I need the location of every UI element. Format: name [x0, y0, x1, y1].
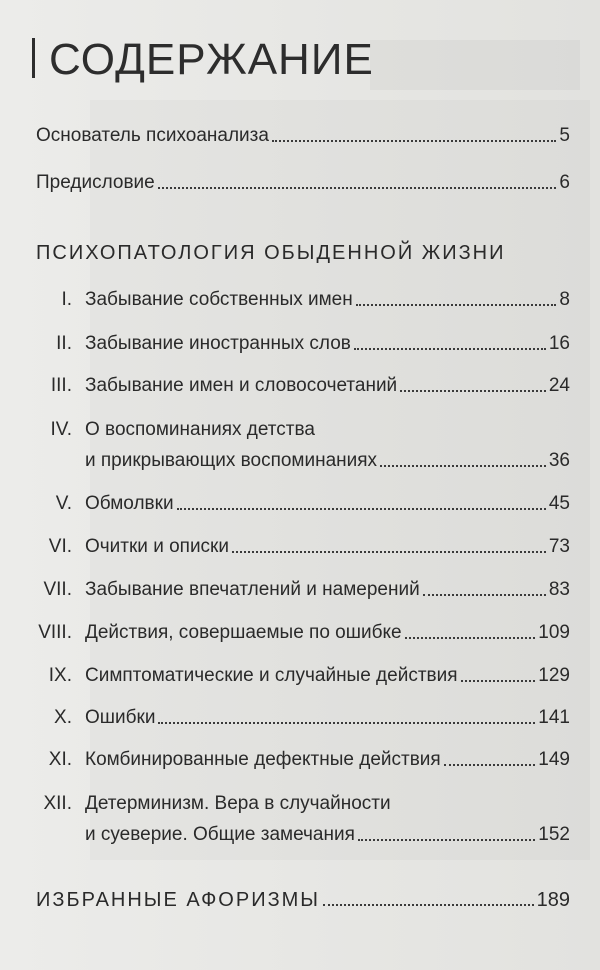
toc-entry-text: Забывание имен и словосочетаний — [85, 375, 398, 396]
section-title: ПСИХОПАТОЛОГИЯ ОБЫДЕННОЙ ЖИЗНИ — [36, 242, 506, 264]
toc-entry-text: Комбинированные дефектные действия — [85, 749, 441, 770]
leader-dots — [356, 303, 557, 306]
toc-entry-text: Ошибки — [85, 707, 156, 728]
toc-page-number: 73 — [548, 536, 570, 557]
chapter-number: I. — [61, 289, 72, 310]
leader-dots — [461, 679, 536, 682]
chapter-number: III. — [50, 375, 72, 396]
leader-dots — [158, 186, 557, 189]
toc-entry-text: Забывание собственных имен — [85, 289, 353, 310]
chapter-number: XII. — [43, 793, 72, 814]
toc-page-number: 36 — [548, 450, 570, 471]
chapter-number: IV. — [50, 419, 72, 440]
toc-entry-chapter-8[interactable] — [85, 621, 570, 645]
toc-entry-chapter-7[interactable] — [85, 578, 570, 602]
toc-page-number: 189 — [536, 889, 570, 911]
bleed-through-shade — [370, 40, 580, 90]
toc-entry-chapter-12[interactable] — [85, 823, 570, 847]
toc-entry-chapter-3[interactable] — [85, 374, 570, 398]
toc-page-number: 129 — [538, 665, 570, 686]
chapter-number: VIII. — [38, 622, 72, 643]
toc-page-number: 83 — [548, 579, 570, 600]
chapter-number: VII. — [43, 579, 72, 600]
leader-dots — [423, 593, 546, 596]
toc-entry-text: Забывание иностранных слов — [85, 333, 351, 354]
toc-entry-aphorisms[interactable] — [36, 888, 570, 912]
toc-page-number: 24 — [548, 375, 570, 396]
toc-entry-text-line1[interactable]: Детерминизм. Вера в случайности — [85, 793, 391, 814]
toc-page-number: 149 — [538, 749, 570, 770]
leader-dots — [444, 763, 536, 766]
toc-entry-chapter-1[interactable] — [85, 288, 570, 312]
chapter-number: X. — [54, 707, 72, 728]
leader-dots — [232, 550, 546, 553]
toc-entry-chapter-5[interactable] — [85, 492, 570, 516]
leader-dots — [380, 464, 546, 467]
toc-entry-text: Предисловие — [36, 172, 155, 193]
chapter-number: V. — [55, 493, 72, 514]
chapter-number: XI. — [48, 749, 72, 770]
toc-entry-chapter-6[interactable] — [85, 535, 570, 559]
toc-entry-chapter-11[interactable] — [85, 748, 570, 772]
title-bar — [32, 38, 35, 78]
toc-entry-text: Действия, совершаемые по ошибке — [85, 622, 402, 643]
toc-entry-text: ИЗБРАННЫЕ АФОРИЗМЫ — [36, 889, 321, 911]
chapter-number: II. — [56, 333, 72, 354]
toc-entry-chapter-9[interactable] — [85, 664, 570, 688]
leader-dots — [323, 903, 534, 906]
toc-entry-chapter-2[interactable] — [85, 332, 570, 356]
leader-dots — [354, 347, 546, 350]
toc-entry-text: Обмолвки — [85, 493, 174, 514]
toc-page-number: 152 — [538, 824, 570, 845]
bleed-through-block — [90, 100, 590, 860]
toc-page-number: 45 — [548, 493, 570, 514]
title-text: СОДЕРЖАНИЕ — [49, 35, 374, 84]
toc-page-number: 141 — [538, 707, 570, 728]
toc-page-number: 16 — [548, 333, 570, 354]
leader-dots — [158, 721, 535, 724]
page-title — [32, 30, 374, 90]
chapter-number: IX. — [48, 665, 72, 686]
toc-entry-text: Основатель психоанализа — [36, 125, 269, 146]
toc-entry-text: Очитки и описки — [85, 536, 229, 557]
toc-entry-founder[interactable] — [36, 124, 570, 148]
toc-page-number: 6 — [559, 172, 570, 193]
leader-dots — [272, 139, 557, 142]
toc-entry-text: Симптоматические и случайные действия — [85, 665, 458, 686]
leader-dots — [177, 507, 546, 510]
toc-entry-text-line1[interactable]: О воспоминаниях детства — [85, 419, 315, 440]
toc-entry-text: Забывание впечатлений и намерений — [85, 579, 420, 600]
toc-entry-preface[interactable] — [36, 171, 570, 195]
toc-page-number: 109 — [538, 622, 570, 643]
toc-page-number: 8 — [559, 289, 570, 310]
leader-dots — [405, 636, 536, 639]
chapter-number: VI. — [48, 536, 72, 557]
toc-entry-chapter-4[interactable] — [85, 449, 570, 473]
toc-entry-text: и прикрывающих воспоминаниях — [85, 450, 378, 471]
leader-dots — [358, 838, 535, 841]
toc-entry-text: и суеверие. Общие замечания — [85, 824, 355, 845]
leader-dots — [400, 389, 546, 392]
toc-entry-chapter-10[interactable] — [85, 706, 570, 730]
toc-page-number: 5 — [559, 125, 570, 146]
